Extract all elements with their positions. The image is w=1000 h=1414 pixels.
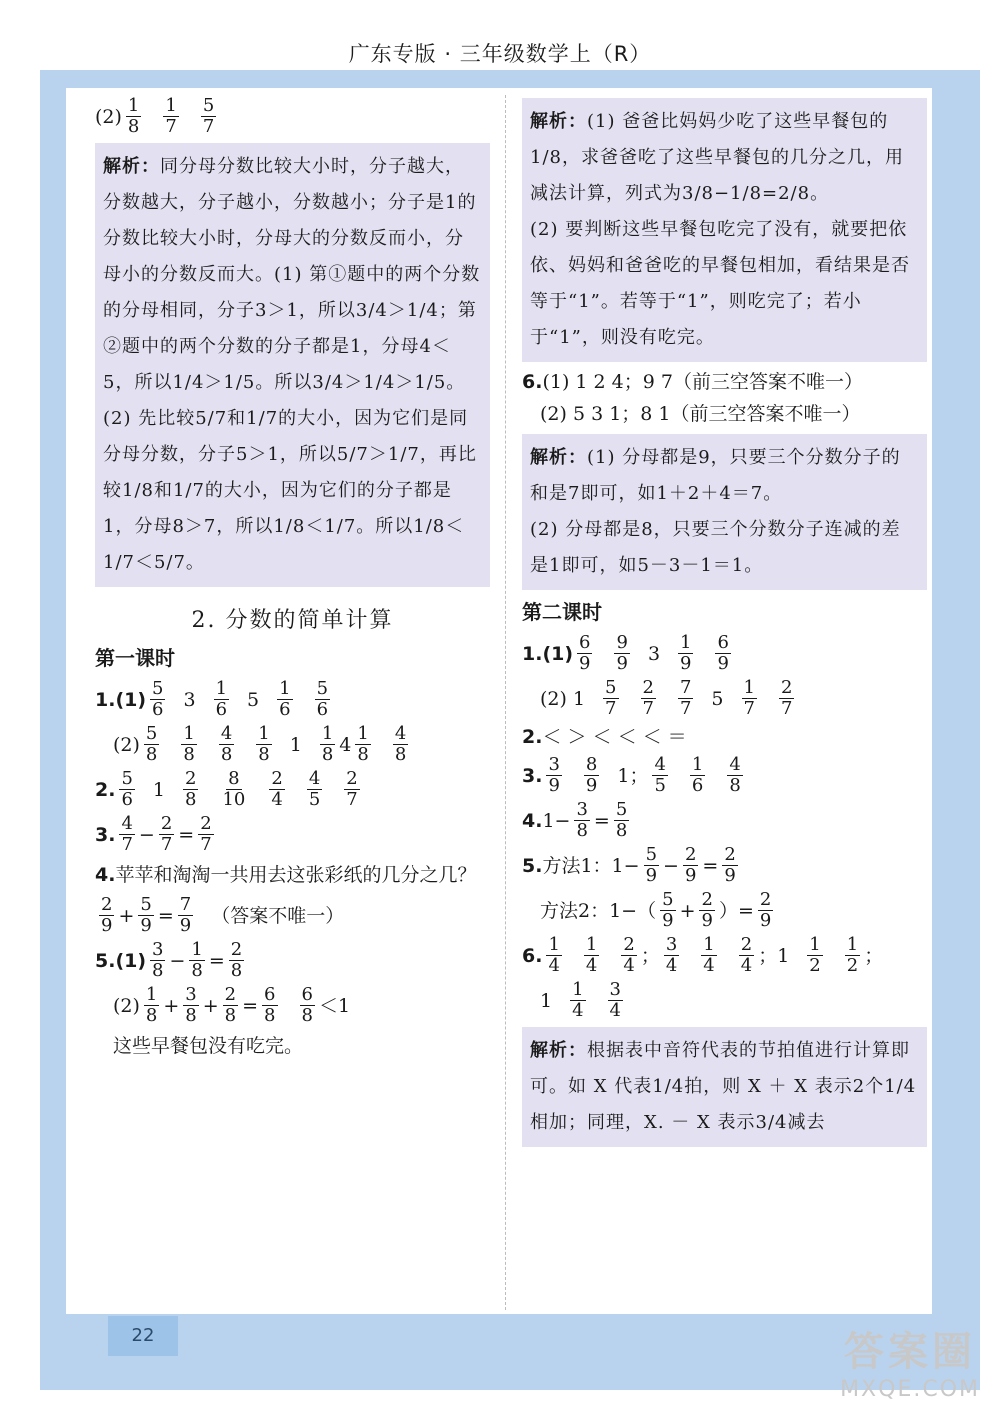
denominator: 8: [264, 1005, 276, 1026]
operator: +: [118, 904, 135, 927]
denominator: 9: [701, 910, 713, 931]
numerator: 3: [185, 984, 197, 1005]
conclusion-text: 这些早餐包没有吃完。: [113, 1035, 304, 1057]
analysis-paragraph: (2) 要判断这些早餐包吃完了没有，就要把依依、妈妈和爸爸吃的早餐包相加，看结果是否等于“1”。若等于“1”，则吃完了；若小于“1”，则没有吃完。: [530, 219, 910, 348]
answer-value: 1: [152, 778, 165, 801]
item-label: 6.: [522, 371, 543, 393]
fraction: [779, 678, 794, 719]
fraction: [584, 935, 599, 976]
analysis-label: 解析：: [530, 1040, 587, 1061]
denominator: 9: [680, 653, 692, 674]
denominator: 8: [183, 744, 195, 765]
numerator: 1: [743, 677, 755, 698]
denominator: 4: [623, 955, 635, 976]
fraction: [660, 890, 675, 931]
numerator: 8: [228, 768, 240, 789]
answer-line: [522, 723, 927, 751]
fraction: [99, 895, 114, 936]
denominator: 9: [585, 775, 598, 796]
denominator: 8: [230, 960, 243, 981]
denominator: 7: [743, 698, 755, 719]
item-label: (2): [113, 994, 140, 1017]
fraction: [159, 814, 174, 855]
numerator: 4: [220, 723, 233, 744]
numerator: 5: [662, 889, 674, 910]
answer-value: 5: [247, 688, 260, 711]
item-label: 2.: [522, 726, 543, 748]
answer-value: 1；: [617, 764, 649, 787]
denominator: 6: [691, 775, 704, 796]
expression-part: ）=: [718, 899, 754, 922]
denominator: 7: [165, 116, 177, 137]
numerator: 1: [191, 939, 203, 960]
denominator: 9: [616, 653, 628, 674]
analysis-paragraph: (1) 爸爸比妈妈少吃了这些早餐包的1/8，求爸爸吃了这些早餐包的几分之几，用减法计算，列式为3/8−1/8=2/8。: [530, 111, 904, 204]
denominator: 6: [215, 699, 228, 720]
denominator: 9: [684, 865, 697, 886]
denominator: 7: [121, 834, 133, 855]
answer-value: 3: [183, 688, 196, 711]
item-label: (2): [113, 733, 140, 756]
fraction: [742, 678, 757, 719]
fraction: [229, 940, 244, 981]
answer-line: [522, 400, 927, 428]
analysis-text: [530, 1033, 919, 1141]
fraction: [269, 769, 284, 810]
fraction: [138, 895, 153, 936]
numerator: 6: [301, 984, 313, 1005]
denominator: 9: [759, 910, 772, 931]
fraction: [344, 769, 359, 810]
answer-value: 4: [339, 733, 352, 756]
denominator: 4: [585, 955, 598, 976]
answer-value: ＜ ＞ ＜ ＜ ＜ ＝: [542, 726, 687, 748]
denominator: 7: [780, 698, 793, 719]
answer-line: [522, 980, 927, 1021]
fraction: [201, 96, 216, 137]
numerator: 1: [127, 95, 140, 116]
answer-line: [95, 96, 490, 137]
numerator: 7: [179, 894, 192, 915]
denominator: 8: [185, 1005, 197, 1026]
analysis-label: 解析：: [103, 156, 160, 177]
numerator: 1: [680, 632, 692, 653]
fraction: [189, 940, 204, 981]
fraction: [144, 985, 159, 1026]
operator: +: [679, 899, 696, 922]
page-header: 广东专版 · 三年级数学上（R）: [348, 42, 652, 66]
numerator: 2: [230, 939, 243, 960]
numerator: 1: [215, 678, 228, 699]
section-title: 2. 分数的简单计算: [191, 608, 394, 633]
fraction: [644, 845, 659, 886]
operator: =: [208, 949, 225, 972]
denominator: 9: [179, 915, 192, 936]
fraction: [393, 724, 408, 765]
numerator: 4: [121, 813, 133, 834]
denominator: 4: [665, 955, 678, 976]
fraction: [652, 755, 667, 796]
fraction: [150, 940, 165, 981]
page-number: 22: [108, 1316, 178, 1356]
fraction: [181, 724, 196, 765]
comparison: ＜1: [318, 994, 351, 1017]
numerator: 3: [548, 754, 560, 775]
fraction: [739, 935, 754, 976]
numerator: 4: [729, 754, 741, 775]
fraction: [262, 985, 277, 1026]
answer-value: 3: [647, 642, 661, 665]
fraction: [690, 755, 705, 796]
numerator: 2: [271, 768, 283, 789]
numerator: 7: [679, 677, 692, 698]
fraction: [614, 633, 629, 674]
numerator: 2: [346, 768, 358, 789]
numerator: 5: [316, 678, 329, 699]
fraction: [715, 633, 730, 674]
analysis-paragraph: (1) 分母都是9，只要三个分数分子的和是7即可，如1＋2＋4＝7。: [530, 447, 901, 504]
item-label: 4.: [95, 864, 116, 886]
denominator: 2: [846, 955, 859, 976]
denominator: 8: [258, 744, 270, 765]
watermark-url: MXQE.COM: [840, 1377, 980, 1402]
operator: =: [702, 854, 719, 877]
fraction: [574, 800, 589, 841]
item-label: 4.: [522, 809, 543, 832]
denominator: 9: [101, 915, 113, 936]
fraction: [220, 769, 247, 810]
right-column: [522, 92, 927, 1153]
lesson-title: 第一课时: [95, 646, 175, 670]
denominator: 4: [609, 1000, 621, 1021]
denominator: 4: [271, 789, 283, 810]
numerator: 4: [308, 768, 321, 789]
fraction: [678, 633, 693, 674]
fraction: [546, 755, 561, 796]
fraction: [144, 724, 159, 765]
fraction: [300, 985, 315, 1026]
answer-line: [95, 940, 490, 981]
denominator: 7: [200, 834, 212, 855]
fraction: [150, 679, 165, 720]
fraction: [214, 679, 229, 720]
denominator: 9: [548, 775, 560, 796]
watermark-logo-text: 答案圈: [844, 1329, 977, 1375]
numerator: 1: [183, 723, 195, 744]
analysis-label: 解析：: [530, 111, 587, 132]
separator: ；: [864, 944, 884, 967]
numerator: 2: [623, 934, 635, 955]
analysis-paragraph: (2) 先比较5/7和1/7的大小，因为它们是同分母分数，分子5＞1，所以5/7＞1/7，再比较1/8和1/7的大小，因为它们的分子都是1，分母8＞7，所以1/8＜1/7。所以1/8＜1/7＜5/7。: [103, 408, 477, 573]
fraction: [183, 769, 198, 810]
fraction: [223, 985, 238, 1026]
denominator: 7: [605, 698, 617, 719]
operator: =: [178, 823, 195, 846]
numerator: 1: [321, 723, 334, 744]
numerator: 1: [357, 723, 369, 744]
operator: −: [169, 949, 186, 972]
analysis-box: [522, 98, 927, 362]
denominator: 6: [279, 699, 291, 720]
answer-line: [95, 895, 490, 936]
numerator: 8: [585, 754, 598, 775]
denominator: 4: [703, 955, 715, 976]
denominator: 5: [308, 789, 321, 810]
fraction: [664, 935, 679, 976]
fraction: [584, 755, 599, 796]
numerator: 1: [809, 934, 821, 955]
fraction: [608, 980, 623, 1021]
numerator: 5: [152, 678, 164, 699]
fraction: [178, 895, 193, 936]
numerator: 2: [160, 813, 173, 834]
denominator: 8: [357, 744, 369, 765]
expression-part: 1−: [542, 809, 571, 832]
answer-value: 1: [289, 733, 302, 756]
analysis-text: [530, 440, 919, 512]
item-label: 1.(1): [522, 642, 574, 665]
analysis-paragraph: 同分母分数比较大小时，分子越大，分数越大，分子越小，分数越小；分子是1的分数比较大小时，分母大的分数反而小，分母小的分数反而大。(1) 第①题中的两个分数的分母相同，分子3＞1，所以3/4＞1/4；第②题中的两个分数的分子都是1，分母4＜5，所以1/4＞1/5。所以3/4＞1/4＞1/5。: [103, 156, 481, 393]
denominator: 8: [224, 1005, 237, 1026]
fraction: [315, 679, 330, 720]
denominator: 9: [717, 653, 729, 674]
item-label: 2.: [95, 778, 116, 801]
item-label: 5.(1): [95, 949, 147, 972]
denominator: 7: [202, 116, 215, 137]
fraction: [126, 96, 141, 137]
numerator: 1: [145, 984, 158, 1005]
denominator: 7: [642, 698, 654, 719]
answer-line: [522, 845, 927, 886]
separator: ；1: [758, 944, 790, 967]
item-label: (2): [95, 105, 122, 128]
left-column: [95, 92, 490, 1062]
numerator: 6: [717, 632, 729, 653]
fraction: [546, 935, 561, 976]
answer-line: [95, 724, 490, 765]
numerator: 2: [684, 844, 697, 865]
analysis-box: [95, 143, 490, 587]
answer-value: (1) 1 2 4；9 7（前三空答案不唯一）: [542, 371, 863, 393]
answer-value: (2) 5 3 1；8 1（前三空答案不唯一）: [540, 403, 861, 425]
numerator: 9: [616, 632, 628, 653]
denominator: 8: [301, 1005, 313, 1026]
fraction: [256, 724, 271, 765]
numerator: 1: [165, 95, 177, 116]
answer-line: [522, 935, 927, 976]
fraction: [577, 633, 592, 674]
numerator: 5: [121, 768, 133, 789]
operator: −: [663, 854, 679, 877]
numerator: 1: [548, 934, 560, 955]
analysis-box: [522, 434, 927, 590]
denominator: 7: [160, 834, 173, 855]
numerator: 2: [185, 768, 197, 789]
analysis-text: [103, 149, 482, 401]
numerator: 2: [759, 889, 772, 910]
fraction: [277, 679, 292, 720]
denominator: 4: [572, 1000, 584, 1021]
fraction: [603, 678, 618, 719]
numerator: 3: [576, 799, 588, 820]
numerator: 4: [394, 723, 407, 744]
numerator: 1: [279, 678, 291, 699]
operator: −: [138, 823, 155, 846]
numerator: 2: [224, 984, 237, 1005]
denominator: 6: [152, 699, 164, 720]
denominator: 6: [316, 699, 329, 720]
fraction: [683, 845, 698, 886]
fraction: [320, 724, 335, 765]
answer-value: 5: [711, 687, 724, 710]
answer-line: [522, 633, 927, 674]
fraction: [807, 935, 822, 976]
column-divider: [505, 95, 506, 1310]
denominator: 4: [548, 955, 560, 976]
numerator: 2: [724, 844, 736, 865]
denominator: 8: [152, 960, 164, 981]
question-content: 苹苹和淘淘一共用去这张彩纸的几分之几？: [115, 864, 477, 886]
denominator: 10: [222, 789, 246, 810]
fraction: [119, 814, 134, 855]
denominator: 8: [191, 960, 203, 981]
answer-line: [95, 814, 490, 855]
denominator: 8: [729, 775, 741, 796]
watermark: [840, 1320, 980, 1402]
denominator: 8: [394, 744, 407, 765]
numerator: 3: [609, 979, 621, 1000]
item-label: 5.: [522, 854, 543, 877]
item-label: (2) 1: [540, 687, 586, 710]
fraction: [678, 678, 693, 719]
denominator: 9: [579, 653, 591, 674]
fraction: [183, 985, 198, 1026]
question-text: [95, 859, 490, 891]
answer-value: 1: [540, 989, 553, 1012]
numerator: 2: [740, 934, 753, 955]
numerator: 2: [101, 894, 113, 915]
denominator: 9: [645, 865, 658, 886]
fraction: [163, 96, 178, 137]
numerator: 3: [665, 934, 678, 955]
fraction: [758, 890, 773, 931]
note: （答案不唯一）: [211, 904, 345, 927]
item-label: 3.: [95, 823, 116, 846]
answer-line: (2) $\frac{1}{8}$ + $\frac{3}{8}$ + $\frac{2}{8}$ = $\frac{6}{8}$ $\frac{6}{8}$ ＜1: [113, 984, 351, 1026]
denominator: 8: [127, 116, 140, 137]
denominator: 8: [321, 744, 334, 765]
denominator: 7: [679, 698, 692, 719]
denominator: 4: [740, 955, 753, 976]
numerator: 2: [780, 677, 793, 698]
numerator: 1: [703, 934, 715, 955]
item-label: 6.: [522, 944, 543, 967]
separator: ；: [640, 944, 660, 967]
fraction: [727, 755, 742, 796]
numerator: 5: [202, 95, 215, 116]
numerator: 1: [572, 979, 584, 1000]
denominator: 8: [576, 820, 588, 841]
expression-part: 方法2：1−（: [540, 899, 657, 922]
denominator: 9: [724, 865, 736, 886]
denominator: 8: [145, 1005, 158, 1026]
numerator: 2: [701, 889, 713, 910]
operator: =: [157, 904, 174, 927]
answer-line: [95, 679, 490, 720]
analysis-label: 解析：: [530, 447, 587, 468]
denominator: 8: [185, 789, 197, 810]
fraction: [307, 769, 322, 810]
fraction: [722, 845, 737, 886]
numerator: 1: [691, 754, 704, 775]
fraction: [621, 935, 636, 976]
fraction: [219, 724, 234, 765]
operator: =: [593, 809, 610, 832]
analysis-paragraph: (2) 分母都是8，只要三个分数分子连减的差是1即可，如5－3－1＝1。: [530, 519, 901, 576]
numerator: 5: [645, 844, 658, 865]
numerator: 3: [152, 939, 164, 960]
numerator: 1: [846, 934, 859, 955]
fraction: [614, 800, 629, 841]
denominator: 2: [809, 955, 821, 976]
answer-line: [522, 890, 927, 931]
fraction: [119, 769, 134, 810]
numerator: 5: [615, 799, 628, 820]
denominator: 5: [654, 775, 666, 796]
numerator: 4: [654, 754, 666, 775]
numerator: 5: [140, 894, 152, 915]
lesson-title: 第二课时: [522, 600, 602, 624]
answer-line: [522, 678, 927, 719]
denominator: 8: [220, 744, 233, 765]
item-label: 3.: [522, 764, 543, 787]
denominator: 8: [145, 744, 158, 765]
fraction: [570, 980, 585, 1021]
numerator: 1: [258, 723, 270, 744]
analysis-text: [530, 104, 919, 212]
numerator: 6: [264, 984, 276, 1005]
answer-line: [522, 368, 927, 396]
answer-line: [95, 769, 490, 810]
numerator: 5: [605, 677, 617, 698]
fraction: [641, 678, 656, 719]
fraction: [699, 890, 714, 931]
denominator: 6: [121, 789, 133, 810]
numerator: 2: [642, 677, 654, 698]
fraction: [845, 935, 860, 976]
fraction: [701, 935, 716, 976]
fraction: [198, 814, 213, 855]
item-label: 1.(1): [95, 688, 147, 711]
denominator: 7: [346, 789, 358, 810]
analysis-paragraph: 根据表中音符代表的节拍值进行计算即可。如 X 代表1/4拍，则 X ＋ X 表示2个1/4相加；同理，X. － X 表示3/4减去: [530, 1040, 917, 1133]
numerator: 6: [579, 632, 591, 653]
answer-line: [522, 800, 927, 841]
expression-part: 方法1：1−: [542, 854, 640, 877]
denominator: 9: [140, 915, 152, 936]
denominator: 9: [662, 910, 674, 931]
answer-line: [522, 755, 927, 796]
numerator: 2: [200, 813, 212, 834]
fraction: [355, 724, 370, 765]
analysis-box: [522, 1027, 927, 1147]
numerator: 1: [585, 934, 598, 955]
denominator: 8: [615, 820, 628, 841]
numerator: 5: [145, 723, 158, 744]
